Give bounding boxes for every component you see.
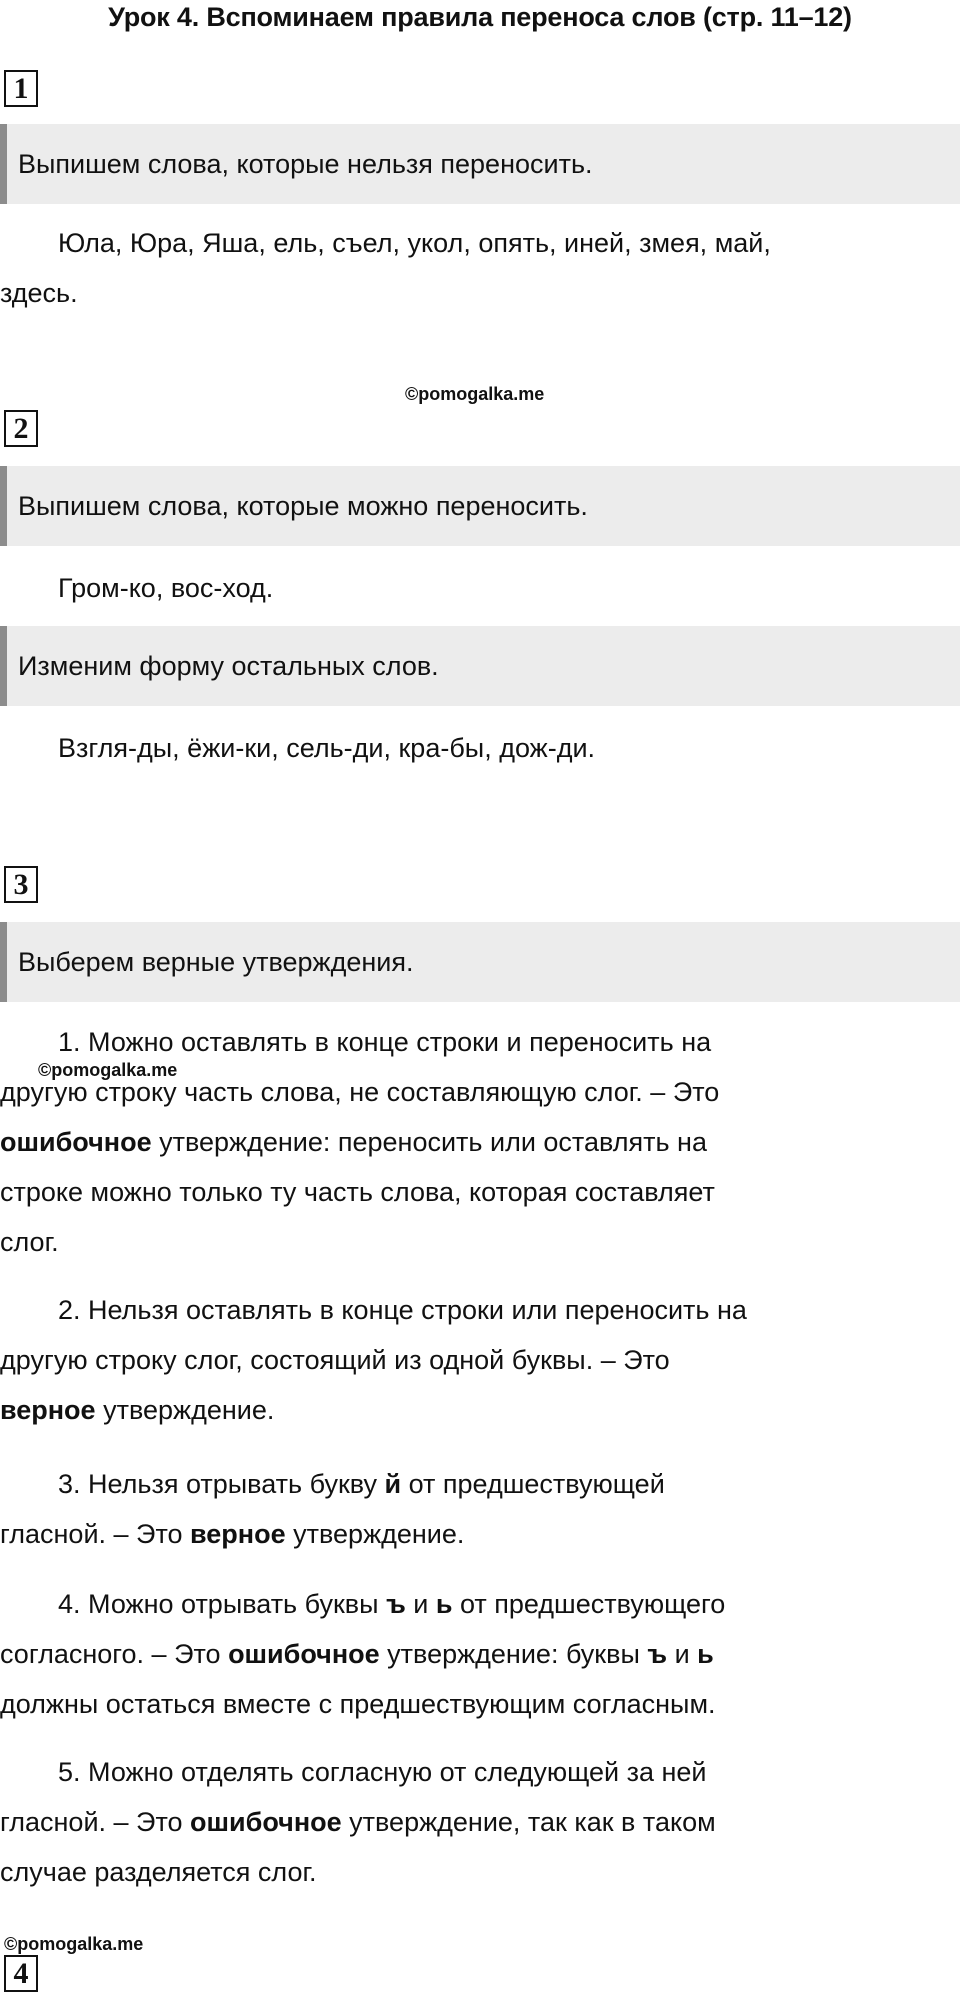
statement-5-line-3: случае разделяется слог. [0, 1857, 317, 1887]
statement-1-line-3: ошибочное утверждение: переносить или оставлять на [0, 1127, 707, 1157]
task-number-1: 1 [4, 70, 38, 107]
task-1-answer-line-2: здесь. [0, 278, 78, 308]
statement-5-line-1: 5. Можно отделять согласную от следующей за ней [58, 1757, 707, 1787]
task-number-4: 4 [4, 1955, 38, 1992]
task-2-heading-2 [0, 626, 960, 706]
task-2-answer: Гром-ко, вос-ход. [58, 573, 274, 603]
statement-5-line-2: гласной. – Это ошибочное утверждение, так как в таком [0, 1807, 716, 1837]
task-2-heading-2-text: Изменим форму остальных слов. [18, 650, 439, 681]
task-number-3: 3 [4, 866, 38, 903]
task-2-heading-text: Выпишем слова, которые можно переносить. [18, 490, 588, 521]
task-1-heading-text: Выпишем слова, которые нельзя переносить. [18, 148, 593, 179]
statement-4-line-1: 4. Можно отрывать буквы ъ и ь от предшествующего [58, 1589, 726, 1619]
task-2-heading [0, 466, 960, 546]
statement-2-line-1: 2. Нельзя оставлять в конце строки или переносить на [58, 1295, 747, 1325]
statement-1-line-5: слог. [0, 1227, 59, 1257]
statement-1-line-4: строке можно только ту часть слова, которая составляет [0, 1177, 715, 1207]
statement-4-line-2: согласного. – Это ошибочное утверждение: буквы ъ и ь [0, 1639, 714, 1669]
page-title: Урок 4. Вспоминаем правила переноса слов (стр. 11–12) [108, 2, 852, 32]
watermark: ©pomogalka.me [405, 384, 545, 404]
task-2-answer-2: Взгля-ды, ёжи-ки, сель-ди, кра-бы, дож-ди. [58, 733, 596, 763]
statement-2-line-3: верное утверждение. [0, 1395, 275, 1425]
task-1-heading [0, 124, 960, 204]
task-number-2: 2 [4, 410, 38, 447]
task-1-answer-line-1: Юла, Юра, Яша, ель, съел, укол, опять, иней, змея, май, [58, 228, 771, 258]
watermark: ©pomogalka.me [38, 1060, 178, 1080]
statement-2-line-2: другую строку слог, состоящий из одной буквы. – Это [0, 1345, 670, 1375]
watermark: ©pomogalka.me [4, 1934, 144, 1954]
statement-1-line-2: другую строку часть слова, не составляющую слог. – Это [0, 1077, 720, 1107]
statement-3-line-1: 3. Нельзя отрывать букву й от предшествующей [58, 1469, 665, 1499]
task-3-heading-text: Выберем верные утверждения. [18, 946, 414, 977]
statement-3-line-2: гласной. – Это верное утверждение. [0, 1519, 465, 1549]
statement-1-line-1: 1. Можно оставлять в конце строки и переносить на [58, 1027, 712, 1057]
statement-4-line-3: должны остаться вместе с предшествующим согласным. [0, 1689, 716, 1719]
task-3-heading [0, 922, 960, 1002]
